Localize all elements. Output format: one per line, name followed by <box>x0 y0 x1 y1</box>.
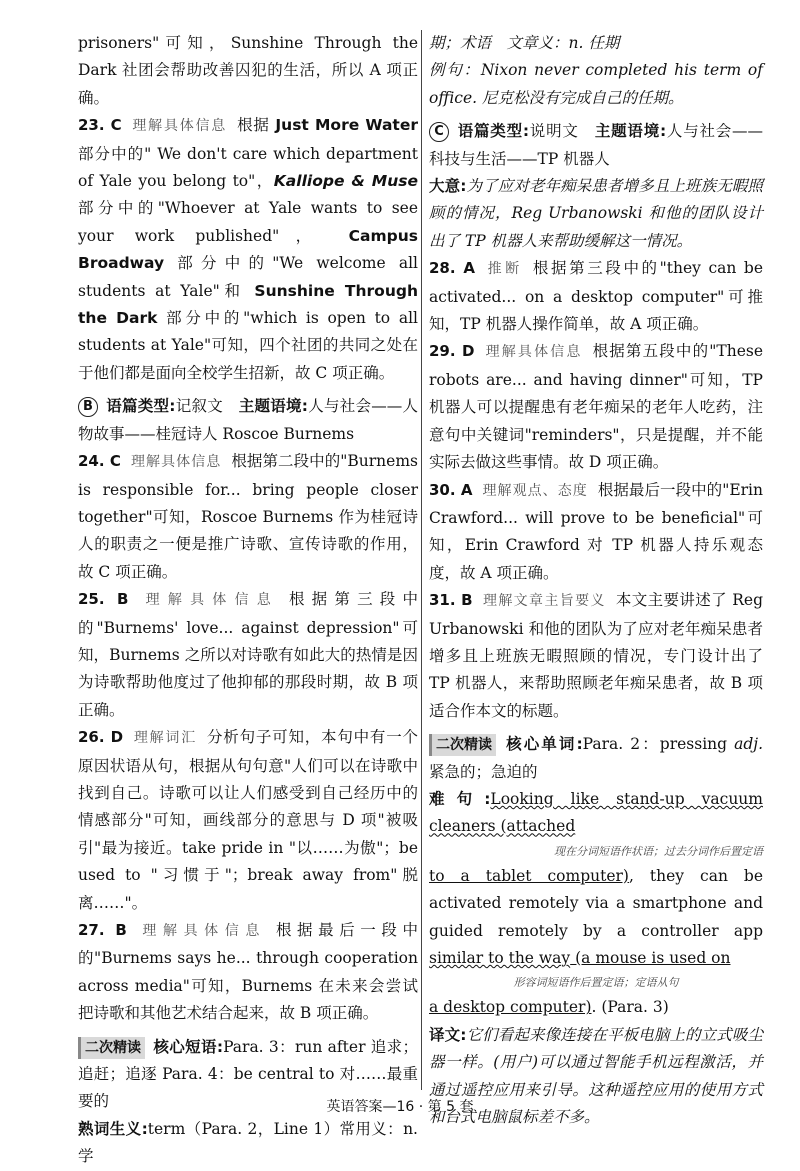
reread-phrases: 二次精读 核心短语:Para. 3：run after 追求；追赶；追逐 Para. 4：be central to 对……最重要的 <box>78 1037 419 1111</box>
answer-27: 27. B 理解具体信息 根据最后一段中的"Burnems says he... through cooperation across media"可知，Burnems 在未来会尝试把诗歌和其他艺术结合起来，故 B 项正确。 <box>78 921 418 1023</box>
section-c-circle: C <box>429 122 449 142</box>
translation: 译文:它们看起来像连接在平板电脑上的立式吸尘器一样。(用户)可以通过智能手机远程激活，并通过遥控应用来引导。这种遥控应用的使用方式和台式电脑鼠标差不多。 <box>429 1025 763 1127</box>
column-divider <box>421 30 422 1090</box>
main-idea: 大意:为了应对老年痴呆患者增多且上班族无暇照顾的情况，Reg Urbanowski 和他的团队设计出了 TP 机器人来帮助缓解这一情况。 <box>429 177 763 250</box>
intro-paragraph: prisoners"可知，Sunshine Through the Dark 社团会帮助改善囚犯的生活，所以 A 项正确。 <box>78 34 418 107</box>
section-c-header: C 语篇类型:说明文 主题语境:人与社会——科技与生活——TP 机器人 <box>429 122 763 168</box>
answer-23: 23. C 理解具体信息 根据 Just More Water 部分中的" We don't care which department of Yale you belong to"，Kalliope & Muse 部分中的"Whoever at Yale wants to see your work published"， Campus Broadway 部分中的"We welcome all students at Yale"和 Sunshine Through the Dark 部分中的"which is open to all students at Yale"可知，四个社团的共同之处在于他们都是面向全校学生招新，故 C 项正确。 <box>78 116 418 382</box>
answer-28: 28. A 推断 根据第三段中的"they can be activated... on a desktop computer"可推知，TP 机器人操作简单，故 A 项正确。 <box>429 259 764 334</box>
grammar-note-1: 现在分词短语作状语；过去分词作后置定语 <box>554 844 763 858</box>
reread-words: 二次精读 核心单词:Para. 2：pressing adj. 紧急的；急迫的 <box>429 735 763 781</box>
answer-24: 24. C 理解具体信息 根据第二段中的"Burnems is responsible for... bring people closer together"可知，Roscoe Burnems 作为桂冠诗人的职责之一便是推广诗歌、宣传诗歌的作用，故 C 项正确。 <box>78 452 418 581</box>
right-column <box>429 30 763 1131</box>
section-b-header: B 语篇类型:记叙文 主题语境:人与社会——人物故事——桂冠诗人 Roscoe Burnems <box>78 397 418 443</box>
answer-tag: 理解具体信息 <box>131 118 228 135</box>
answer-29: 29. D 理解具体信息 根据第五段中的"These robots are... and having dinner"可知，TP 机器人可以提醒患有老年痴呆的老年人吃药，注意句中关键词"reminders"，只是提醒，并不能实际去做这些事情。故 D 项正确。 <box>429 342 764 472</box>
reread-badge: 二次精读 <box>78 1037 145 1059</box>
grammar-note-2: 形容词短语作后置定语；定语从句 <box>513 976 679 990</box>
answer-31: 31. B 理解文章主旨要义 本文主要讲述了 Reg Urbanowski 和他的团队为了应对老年痴呆患者增多且上班族无暇照顾的情况，专门设计出了 TP 机器人，来帮助照顾老年痴呆患者，故 B 项适合作本文的标题。 <box>429 591 763 720</box>
example-sentence: 例句：Nixon never completed his term of office. 尼克松没有完成自己的任期。 <box>429 61 763 107</box>
difficult-sentence-end: a desktop computer). (Para. 3) <box>429 998 669 1017</box>
answer-30: 30. A 理解观点、态度 根据最后一段中的"Erin Crawford... will prove to be beneficial"可知，Erin Crawford 对 TP 机器人持乐观态度，故 A 项正确。 <box>429 480 763 582</box>
difficult-sentence: 难句:Looking like stand-up vacuum cleaners (attached <box>429 789 763 836</box>
section-b-circle: B <box>78 397 98 417</box>
answer-25: 25. B 理解具体信息 根据第三段中的"Burnems' love... against depression"可知，Burnems 之所以对诗歌有如此大的热情是因为诗歌帮助他度过了他抑郁的那段时期，故 B 项正确。 <box>78 590 418 719</box>
difficult-sentence-cont: to a tablet computer), they can be activated remotely via a smartphone and guided remotely by a controller app similar to the way (a mouse is used on <box>429 866 763 967</box>
left-column <box>78 30 418 1171</box>
reread-badge: 二次精读 <box>429 734 496 756</box>
term-continuation: 期；术语 文章义：n. 任期 <box>429 34 620 52</box>
page-footer: 英语答案—16 · 第 5 套 <box>326 1099 474 1115</box>
answer-number: 23. C <box>78 116 122 135</box>
answer-26: 26. D 理解词汇 分析句子可知，本句中有一个原因状语从句，根据从句句意"人们可以在诗歌中找到自己。诗歌可以让人们感受到自己经历中的情感部分"可知，画线部分的意思与 D 项"被吸引"最为接近。take pride in "以……为傲"；be used to "习惯于"；break away from"脱离……"。 <box>78 728 419 912</box>
familiar-word-new-meaning: 熟词生义:term（Para. 2，Line 1）常用义：n. 学 <box>78 1119 418 1166</box>
